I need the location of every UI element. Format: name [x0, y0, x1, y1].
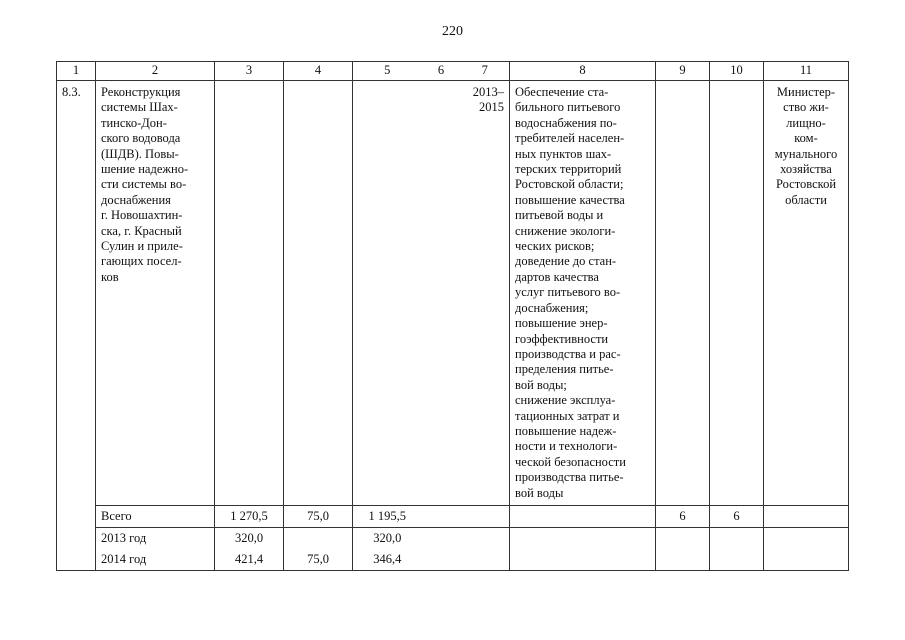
cell-empty	[510, 549, 656, 571]
cell-empty	[710, 527, 764, 549]
row-number: 8.3.	[57, 81, 96, 571]
year-label: 2013 год	[96, 527, 215, 549]
cell-empty	[764, 505, 849, 527]
header-cell: 2	[96, 62, 215, 81]
cell-empty	[656, 81, 710, 506]
cell-empty	[215, 81, 284, 506]
cell-empty	[510, 527, 656, 549]
header-cell: 7	[461, 62, 510, 81]
header-cell: 1	[57, 62, 96, 81]
total-label: Всего	[96, 505, 215, 527]
cell-empty	[284, 81, 353, 506]
year-federal	[284, 527, 353, 549]
cell-empty	[461, 549, 510, 571]
cell-empty	[710, 81, 764, 506]
year-regional: 346,4	[353, 549, 422, 571]
total-col9: 6	[656, 505, 710, 527]
cell-empty	[422, 505, 461, 527]
cell-empty	[710, 549, 764, 571]
header-cell: 5	[353, 62, 422, 81]
year-row	[57, 527, 849, 549]
expected-result: Обеспечение ста- бильного питьевого водоснабжения по- требителей населен- ных пунктов шах- терских территорий Ростовской области; повышение качества питьевой воды и снижение экологи- ческих рисков; доведение до стан- дартов качества услуг питьевого во- доснабжения; повышение энер- гоэффективности производства и рас- пределения питье- вой воды; снижение эксплуа- тационных затрат и повышение надеж- ности и технологи- ческой безопасности производства питье- вой воды	[510, 81, 656, 506]
year-label: 2014 год	[96, 549, 215, 571]
cell-empty	[422, 549, 461, 571]
cell-empty	[764, 549, 849, 571]
year-funding: 421,4	[215, 549, 284, 571]
header-cell: 6	[422, 62, 461, 81]
cell-empty	[656, 527, 710, 549]
header-cell: 4	[284, 62, 353, 81]
year-row	[57, 549, 849, 571]
total-federal: 75,0	[284, 505, 353, 527]
executor: Министер- ство жи- лищно- ком- мунального хозяйства Ростовской области	[764, 81, 849, 506]
year-federal: 75,0	[284, 549, 353, 571]
total-regional: 1 195,5	[353, 505, 422, 527]
total-col10: 6	[710, 505, 764, 527]
header-cell: 9	[656, 62, 710, 81]
cell-empty	[461, 505, 510, 527]
total-funding: 1 270,5	[215, 505, 284, 527]
header-cell: 11	[764, 62, 849, 81]
cell-empty	[656, 549, 710, 571]
cell-empty	[461, 527, 510, 549]
program-table	[56, 61, 849, 571]
measure-name: Реконструкция системы Шах- тинско-Дон- ского водовода (ШДВ). Повы- шение надежно- сти системы во- доснабжения г. Новошахтин- ска, г. Красный Сулин и приле- гающих посел- ков	[96, 81, 215, 506]
table-header-row	[57, 62, 849, 81]
cell-empty	[764, 527, 849, 549]
year-funding: 320,0	[215, 527, 284, 549]
cell-empty	[422, 81, 461, 506]
year-regional: 320,0	[353, 527, 422, 549]
header-cell: 8	[510, 62, 656, 81]
period: 2013– 2015	[461, 81, 510, 506]
cell-empty	[510, 505, 656, 527]
header-cell: 10	[710, 62, 764, 81]
cell-empty	[353, 81, 422, 506]
table-row	[57, 81, 849, 506]
total-row	[57, 505, 849, 527]
page-number: 220	[442, 24, 463, 39]
header-cell: 3	[215, 62, 284, 81]
cell-empty	[422, 527, 461, 549]
